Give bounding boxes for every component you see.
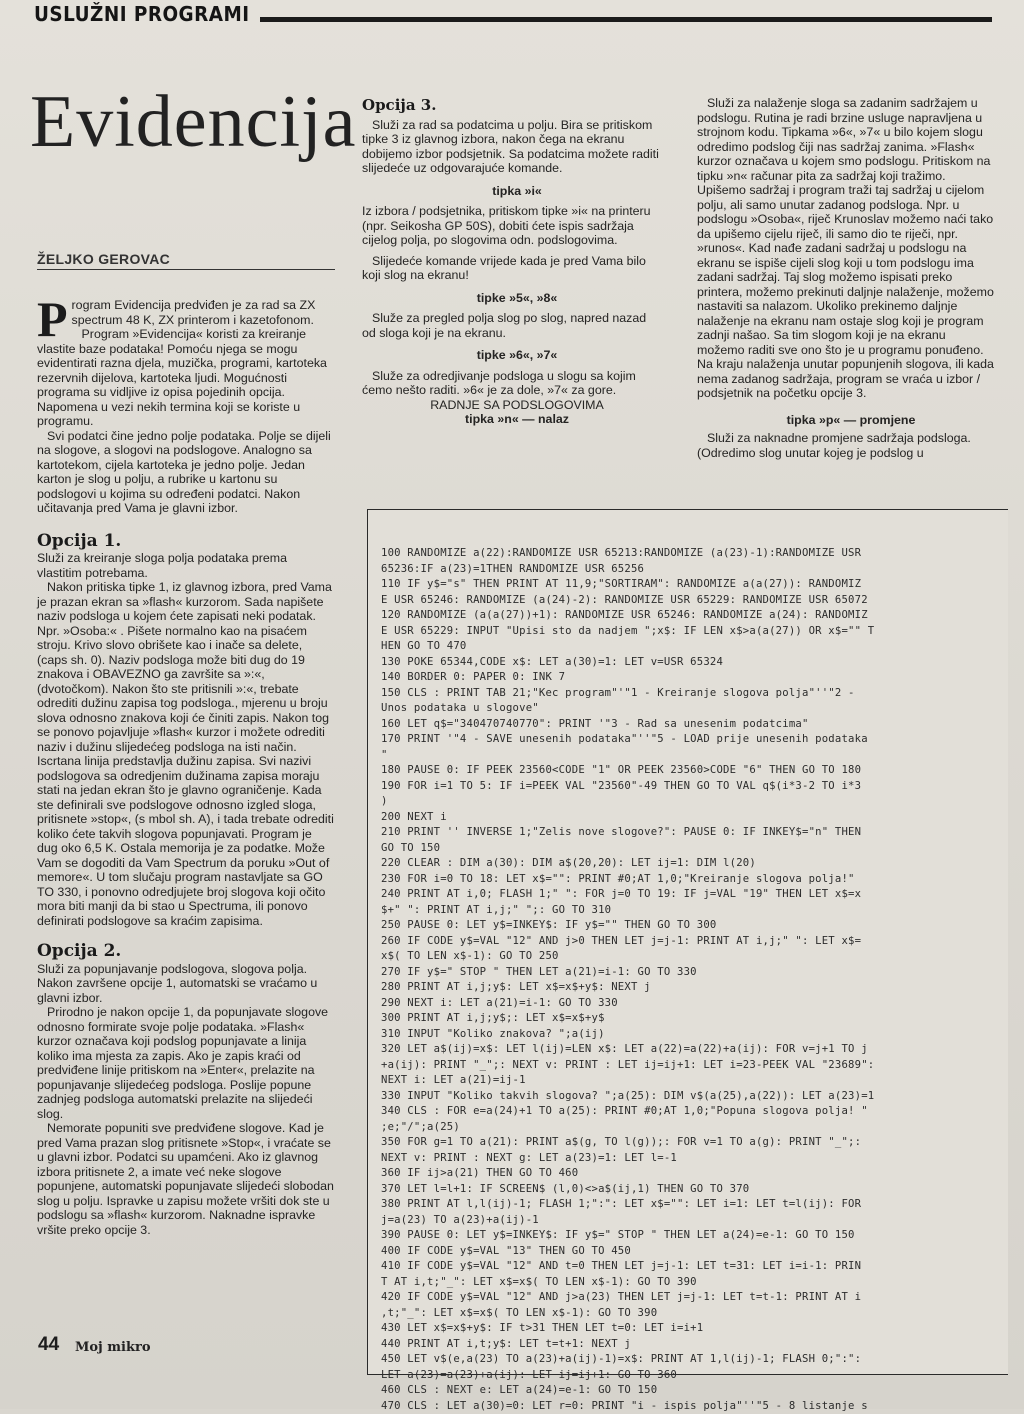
code-line: $+" ": PRINT AT i,j;" ";: GO TO 310 (381, 903, 1006, 919)
code-line: x$( TO LEN x$-1): GO TO 250 (381, 949, 1006, 965)
code-line: 380 PRINT AT l,l(ij)-1; FLASH 1;":": LET x$="": LET i=1: LET t=l(ij): FOR (381, 1197, 1006, 1213)
page-number: 44 (38, 1334, 59, 1356)
heading-opcija-1: Opcija 1. (37, 534, 335, 549)
code-line: 250 PAUSE 0: LET y$=INKEY$: IF y$="" THEN GO TO 300 (381, 918, 1006, 934)
code-line: GO TO 150 (381, 841, 1006, 857)
code-line: 170 PRINT '"4 - SAVE unesenih podataka"''"5 - LOAD prije unesenih podataka (381, 732, 1006, 748)
code-line: 340 CLS : FOR e=a(24)+1 TO a(25): PRINT #0;AT 1,0;"Popuna slogova polja! " (381, 1104, 1006, 1120)
code-line: ,t;"_": LET x$=x$( TO LEN x$-1): GO TO 390 (381, 1306, 1006, 1322)
code-line: 460 CLS : NEXT e: LET a(24)=e-1: GO TO 150 (381, 1383, 1006, 1399)
code-line: 110 IF y$="s" THEN PRINT AT 11,9;"SORTIRAM": RANDOMIZE a(a(27)): RANDOMIZ (381, 577, 1006, 593)
code-line: 470 CLS : LET a(30)=0: LET r=0: PRINT "i - ispis polja"''"5 - 8 listanje s (381, 1399, 1006, 1414)
heading-opcija-3: Opcija 3. (362, 98, 662, 113)
body-paragraph: Služi za nalaženje sloga sa zadanim sadržajem u podslogu. Rutina je radi brzine usluge napravljena u strojnom kodu. Tipkama »6«, »7« u bilo kojem slogu odredimo podslog čiji nas sadržaj zanima. »Flash« kurzor označava u kojem smo podslogu. Pritiskom na tipku »n« računar pita za sadržaj koji tražimo. Upišemo sadržaj i program traži taj sadržaj u cijelom polju, ali samo unutar zadanog podsloga. Npr. u podslogu »Osoba«, riječ Krunoslav možemo naći tako da upišemo cijelu riječ, ili samo dio te riječi, npr. »runos«. Kad nađe zadani sadržaj u podslogu na ekranu se ispiše cijeli slog koji u tom podslogu ima zadani sadržaj. Taj slog možemo ispisati preko printera, možemo prekinuti daljnje nalaženje, možemo nastaviti sa nalazom. Ukoliko prekinemo daljnje nalaženje na ekranu nam ostaje slog koji je program zadnji našao. Sa tim slogom koji je na ekranu možemo raditi sve ono što je u programu ponuđeno. Na kraju nalaženja unutar popunjenih slogova, ili kada nema zadanog sadržaja, program se vraća u izbor / podsjetnik na početku opcije 3. (697, 96, 995, 401)
key-heading: tipka »i« (362, 184, 662, 199)
body-paragraph: Nemorate popuniti sve predviđene slogove. Kad je pred Vama prazan slog pritisnete »Stop«, i vraćate se u glavni izbor. Podatci su upamćeni. Ako iz glavnog izbora pritisnete 2, a imate već neke slogove popunjene, automatski popunjavate slijedeći slobodan slog u polju. Ispravke u zapisu možete vršiti dok ste u podslogu sa »flash« kurzorom. Naknadne ispravke vršite preko opcije 3. (37, 1121, 335, 1237)
code-line: 290 NEXT i: LET a(21)=i-1: GO TO 330 (381, 996, 1006, 1012)
body-paragraph: Služi za naknadne promjene sadržaja podsloga. (Odredimo slog unutar kojeg je podslog u (697, 431, 995, 460)
body-paragraph: Služi za popunjavanje podslogova, slogova polja. Nakon završene opcije 1, automatski se vraćamo u glavni izbor. (37, 962, 335, 1006)
body-paragraph: Služe za pregled polja slog po slog, napred nazad od sloga koji je na ekranu. (362, 311, 662, 340)
key-heading: tipke »5«, »8« (362, 291, 662, 306)
code-line: E USR 65246: RANDOMIZE (a(24)-2): RANDOMIZE USR 65229: RANDOMIZE USR 65072 (381, 593, 1006, 609)
code-line: 230 FOR i=0 TO 18: LET x$="": PRINT #0;AT 1,0;"Kreiranje slogova polja!" (381, 872, 1006, 888)
code-line: E USR 65229: INPUT "Upisi sto da nadjem ";x$: IF LEN x$>a(a(27)) OR x$="" T (381, 624, 1006, 640)
code-line: 440 PRINT AT i,t;y$: LET t=t+1: NEXT j (381, 1337, 1006, 1353)
code-line: 350 FOR g=1 TO a(21): PRINT a$(g, TO l(g));: FOR v=1 TO a(g): PRINT "_";: (381, 1135, 1006, 1151)
code-line: 410 IF CODE y$=VAL "12" AND t=0 THEN LET j=j-1: LET t=31: LET i=i-1: PRIN (381, 1259, 1006, 1275)
code-line: +a(ij): PRINT "_";: NEXT v: PRINT : LET ij=ij+1: LET i=23-PEEK VAL "23689": (381, 1058, 1006, 1074)
body-paragraph: Služi za rad sa podatcima u polju. Bira se pritiskom tipke 3 iz glavnog izbora, nakon čega na ekranu dobijemo izbor podsjetnik. Sa podatcima možete raditi slijedeće uz odgovarajuće komande. (362, 118, 662, 176)
header-rule (260, 17, 992, 22)
column-3 (697, 96, 995, 460)
code-line: 390 PAUSE 0: LET y$=INKEY$: IF y$=" STOP " THEN LET a(24)=e-1: GO TO 150 (381, 1228, 1006, 1244)
column-1 (37, 298, 335, 1237)
code-line: ;e;"/";a(25) (381, 1120, 1006, 1136)
code-line: 150 CLS : PRINT TAB 21;"Kec program"'"1 - Kreiranje slogova polja"''"2 - (381, 686, 1006, 702)
code-line: 190 FOR i=1 TO 5: IF i=PEEK VAL "23560"-49 THEN GO TO VAL q$(i*3-2 TO i*3 (381, 779, 1006, 795)
key-heading: tipke »6«, »7« (362, 348, 662, 363)
code-line: ) (381, 794, 1006, 810)
code-line: 180 PAUSE 0: IF PEEK 23560<CODE "1" OR PEEK 23560>CODE "6" THEN GO TO 180 (381, 763, 1006, 779)
code-line: 65236:IF a(23)=1THEN RANDOMIZE USR 65256 (381, 562, 1006, 578)
code-line: j=a(23) TO a(23)+a(ij)-1 (381, 1213, 1006, 1229)
article-author: ŽELJKO GEROVAC (37, 251, 170, 267)
code-line: 120 RANDOMIZE (a(a(27))+1): RANDOMIZE USR 65246: RANDOMIZE a(24): RANDOMIZ (381, 608, 1006, 624)
code-line: LET a(23)=a(23)+a(ij): LET ij=ij+1: GO TO 360 (381, 1368, 1006, 1384)
code-line: 300 PRINT AT i,j;y$;: LET x$=x$+y$ (381, 1011, 1006, 1027)
section-header: USLUŽNI PROGRAMI (34, 2, 250, 26)
code-line: 280 PRINT AT i,j;y$: LET x$=x$+y$: NEXT j (381, 980, 1006, 996)
code-line: T AT i,t;"_": LET x$=x$( TO LEN x$-1): GO TO 390 (381, 1275, 1006, 1291)
code-line: Unos podataka u slogove" (381, 701, 1006, 717)
code-line: 420 IF CODE y$=VAL "12" AND j>a(23) THEN LET j=j-1: LET t=t-1: PRINT AT i (381, 1290, 1006, 1306)
code-line: 430 LET x$=x$+y$: IF t>31 THEN LET t=0: LET i=i+1 (381, 1321, 1006, 1337)
code-line: 210 PRINT '' INVERSE 1;"Zelis nove slogove?": PAUSE 0: IF INKEY$="n" THEN (381, 825, 1006, 841)
key-heading: tipka »n« — nalaz (362, 412, 662, 427)
code-line: NEXT i: LET a(21)=ij-1 (381, 1073, 1006, 1089)
body-paragraph: Služi za kreiranje sloga polja podataka prema vlastitim potrebama. (37, 551, 335, 580)
code-line: 450 LET v$(e,a(23) TO a(23)+a(ij)-1)=x$: PRINT AT 1,l(ij)-1; FLASH 0;":": (381, 1352, 1006, 1368)
basic-listing (381, 546, 1006, 1414)
code-line: 310 INPUT "Koliko znakova? ";a(ij) (381, 1027, 1006, 1043)
body-paragraph: Prirodno je nakon opcije 1, da popunjavate slogove odnosno formirate svoje polje podataka. »Flash« kurzor označava koji podslog popunjavate a linija koliko ima mjesta za zapis. Ako je zapis kraći od predviđene linije pritiskom na »Enter«, prelazite na popunjavanje slijedećeg podsloga. Poslije popune zadnjeg podsloga automatski prelazite na slijedeći slog. (37, 1005, 335, 1121)
subheading: RADNJE SA PODSLOGOVIMA (362, 398, 662, 413)
intro-paragraph: Program Evidencija predviđen je za rad sa ZX spectrum 48 K, ZX printerom i kazetofonom. (37, 298, 335, 327)
body-paragraph: Slijedeće komande vrijede kada je pred Vama bilo koji slog na ekranu! (362, 254, 662, 283)
code-line: NEXT v: PRINT : NEXT g: LET a(23)=1: LET l=-1 (381, 1151, 1006, 1167)
code-line: 240 PRINT AT i,0; FLASH 1;" ": FOR j=0 TO 19: IF j=VAL "19" THEN LET x$=x (381, 887, 1006, 903)
article-title: Evidencija (30, 80, 356, 165)
magazine-name: Moj mikro (75, 1340, 151, 1355)
column-2 (362, 98, 662, 427)
author-rule (37, 269, 335, 270)
code-line: 140 BORDER 0: PAPER 0: INK 7 (381, 670, 1006, 686)
code-line: 330 INPUT "Koliko takvih slogova? ";a(25): DIM v$(a(25),a(22)): LET a(23)=1 (381, 1089, 1006, 1105)
code-line: HEN GO TO 470 (381, 639, 1006, 655)
code-line: 160 LET q$="340470740770": PRINT '"3 - Rad sa unesenim podatcima" (381, 717, 1006, 733)
code-line: 370 LET l=l+1: IF SCREEN$ (l,0)<>a$(ij,1) THEN GO TO 370 (381, 1182, 1006, 1198)
key-heading: tipka »p« — promjene (697, 413, 995, 428)
drop-cap: P (37, 299, 68, 339)
code-line: 100 RANDOMIZE a(22):RANDOMIZE USR 65213:RANDOMIZE (a(23)-1):RANDOMIZE USR (381, 546, 1006, 562)
body-paragraph: Nakon pritiska tipke 1, iz glavnog izbora, pred Vama je prazan ekran sa »flash« kurzorom. Sada napišete naziv podsloga u kojem ćete zapisati neki podatak. Npr. »Osoba:« . Pišete normalno kao na pisaćem stroju. Krivo slovo obrišete kao i inače sa delete, (caps sh. 0). Naziv podsloga može biti dug do 19 znakova i OBAVEZNO ga završite sa »:«, (dvotočkom). Nakon što ste pritisnili »:«, trebate odrediti dužinu zapisa tog podsloga., mjerenu u broju slova odnosno znakova koji će činiti zapis. Nakon tog se ponovo pojavljuje »flash« kurzor i možete odrediti naziv i dužinu slijedećeg podsloga na isti način. Iscrtana linija predstavlja dužinu zapisa. Svi nazivi podslogova sa odredjenim dužinama zapisa moraju stati na jedan ekran što je glavno ograničenje. Kada ste definirali sve podslogove odnosno izgled sloga, pritisnete »stop«, (s mbol sh. A), i tada trebate odrediti koliko ćete takvih slogova popunjavati. Program je dug oko 6,5 K. Ostala memorija je za podatke. Može Vam se dogoditi da Vam Spectrum da poruku »Out of memore«. U tom slučaju program nastavljate sa GO TO 330, i ponovno odredjujete broj slogova koji očito mora biti manji da bi stao u Spectruma, ili ponovo definirati podslogove sa kraćim zapisima. (37, 580, 335, 928)
code-line: 260 IF CODE y$=VAL "12" AND j>0 THEN LET j=j-1: PRINT AT i,j;" ": LET x$= (381, 934, 1006, 950)
heading-opcija-2: Opcija 2. (37, 944, 335, 959)
body-paragraph: Iz izbora / podsjetnika, pritiskom tipke »i« na printeru (npr. Seikosha GP 50S), dobiti ćete ispis sadržaja cijelog polja, po slogovima odn. podslogovima. (362, 204, 662, 248)
body-paragraph: Program »Evidencija« koristi za kreiranje vlastite baze podataka! Pomoću njega se mogu evidentirati razna djela, muzička, programi, kartoteka rezervnih dijelova, kartoteka ljudi. Mogućnosti programa su vidljive iz opisa pojedinih opcija. Napomena u vezi nekih termina koji se koriste u programu. (37, 327, 335, 429)
code-line: 220 CLEAR : DIM a(30): DIM a$(20,20): LET ij=1: DIM l(20) (381, 856, 1006, 872)
code-line: 270 IF y$=" STOP " THEN LET a(21)=i-1: GO TO 330 (381, 965, 1006, 981)
code-line: 400 IF CODE y$=VAL "13" THEN GO TO 450 (381, 1244, 1006, 1260)
code-line: 130 POKE 65344,CODE x$: LET a(30)=1: LET v=USR 65324 (381, 655, 1006, 671)
code-line: 320 LET a$(ij)=x$: LET l(ij)=LEN x$: LET a(22)=a(22)+a(ij): FOR v=j+1 TO j (381, 1042, 1006, 1058)
code-line: " (381, 748, 1006, 764)
code-line: 200 NEXT i (381, 810, 1006, 826)
body-paragraph: Svi podatci čine jedno polje podataka. Polje se dijeli na slogove, a slogovi na podslogove. Analogno sa kartotekom, cijela kartoteka je jedno polje. Jedan karton je slog u polju, a rubrike u kartonu su podslogovi u kojima su određeni podatci. Nakon učitavanja pred Vama je glavni izbor. (37, 429, 335, 516)
code-line: 360 IF ij>a(21) THEN GO TO 460 (381, 1166, 1006, 1182)
body-paragraph: Služe za odredjivanje podsloga u slogu sa kojim ćemo nešto raditi. »6« je za dole, »7« za gore. (362, 369, 662, 398)
